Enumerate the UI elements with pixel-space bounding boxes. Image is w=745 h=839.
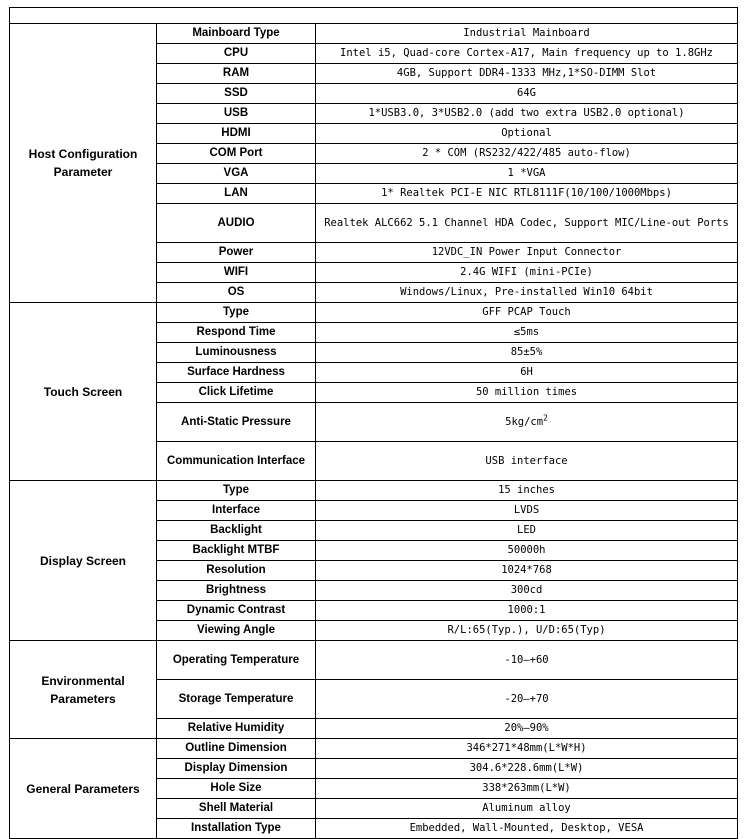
spec-label: LAN (157, 184, 316, 204)
spec-label: Backlight (157, 521, 316, 541)
spec-label: Type (157, 303, 316, 323)
spec-value (316, 383, 738, 403)
spec-value (316, 641, 738, 680)
spec-label: AUDIO (157, 204, 316, 243)
spec-value-text: ≤5ms (513, 326, 540, 338)
table-row (10, 481, 738, 501)
spec-value (316, 144, 738, 164)
spec-value-text: 1*USB3.0, 3*USB2.0 (add two extra USB2.0 optional) (368, 107, 685, 119)
spec-value (316, 184, 738, 204)
table-row (10, 24, 738, 44)
spec-value-text: 1 *VGA (507, 167, 546, 179)
table-row (10, 303, 738, 323)
spec-value (316, 739, 738, 759)
spec-label: CPU (157, 44, 316, 64)
spec-value (316, 759, 738, 779)
spec-label: Installation Type (157, 819, 316, 839)
table-row (10, 641, 738, 680)
spec-value-text: Windows/Linux, Pre-installed Win10 64bit (400, 286, 653, 298)
spec-label: VGA (157, 164, 316, 184)
spec-value (316, 442, 738, 481)
spec-value (316, 164, 738, 184)
spec-label: Mainboard Type (157, 24, 316, 44)
spec-value-text: 1024*768 (501, 564, 552, 576)
spec-value-text: 64G (517, 87, 536, 99)
spec-label: Power (157, 243, 316, 263)
spec-value-text: 85±5% (510, 346, 543, 358)
spec-value (316, 363, 738, 383)
spec-value-text: 5kg/cm (505, 415, 544, 428)
spec-value (316, 819, 738, 839)
spec-value-text: -10—+60 (504, 653, 549, 666)
spec-value-text: GFF PCAP Touch (482, 306, 571, 318)
spec-label: Outline Dimension (157, 739, 316, 759)
table-title (10, 8, 738, 24)
spec-label: Anti-Static Pressure (157, 403, 316, 442)
spec-value-text: Aluminum alloy (482, 802, 571, 814)
spec-value-text: Intel i5, Quad-core Cortex-A17, Main frequency up to 1.8GHz (340, 47, 713, 59)
spec-value-text: Industrial Mainboard (463, 27, 590, 39)
spec-value-text: 20%—90% (504, 722, 549, 734)
table-row (10, 739, 738, 759)
spec-value (316, 44, 738, 64)
spec-value (316, 799, 738, 819)
spec-label: OS (157, 283, 316, 303)
spec-value-text: 304.6*228.6mm(L*W) (469, 762, 584, 774)
spec-label: WIFI (157, 263, 316, 283)
spec-value-text: 300cd (510, 584, 543, 596)
spec-value (316, 343, 738, 363)
spec-label: Operating Temperature (157, 641, 316, 680)
spec-value (316, 581, 738, 601)
spec-value-text: 1000:1 (507, 604, 546, 616)
spec-label: Backlight MTBF (157, 541, 316, 561)
spec-value-text: 1* Realtek PCI-E NIC RTL8111F(10/100/1000Mbps) (381, 187, 672, 199)
spec-table-body (10, 8, 738, 839)
spec-value (316, 204, 738, 243)
spec-label: HDMI (157, 124, 316, 144)
section-name: Environmental Parameters (10, 641, 157, 739)
spec-label: Communication Interface (157, 442, 316, 481)
spec-value-text: Optional (501, 127, 552, 139)
spec-label: RAM (157, 64, 316, 84)
spec-value (316, 561, 738, 581)
spec-value-text: 2.4G WIFI (mini-PCIe) (460, 266, 593, 278)
section-name: Host Configuration Parameter (10, 24, 157, 303)
spec-value-text: 50 million times (475, 386, 578, 398)
spec-value (316, 601, 738, 621)
spec-value (316, 501, 738, 521)
spec-value-text: R/L:65(Typ.), U/D:65(Typ) (447, 624, 606, 636)
spec-value (316, 621, 738, 641)
spec-value (316, 481, 738, 501)
spec-label: Click Lifetime (157, 383, 316, 403)
spec-value-text: 338*263mm(L*W) (482, 782, 571, 794)
spec-label: SSD (157, 84, 316, 104)
spec-value-text: -20—+70 (504, 692, 549, 705)
spec-label: Shell Material (157, 799, 316, 819)
spec-value-superscript: 2 (543, 413, 548, 422)
section-name: General Parameters (10, 739, 157, 839)
spec-value (316, 243, 738, 263)
spec-value (316, 403, 738, 442)
spec-table (9, 7, 738, 839)
table-title-row (10, 8, 738, 24)
spec-value (316, 283, 738, 303)
spec-value (316, 521, 738, 541)
spec-label: Display Dimension (157, 759, 316, 779)
spec-value-text: 50000h (507, 544, 546, 556)
spec-label: Dynamic Contrast (157, 601, 316, 621)
spec-value (316, 263, 738, 283)
spec-label: COM Port (157, 144, 316, 164)
spec-value-text: LED (517, 524, 536, 536)
spec-label: Surface Hardness (157, 363, 316, 383)
spec-label: Resolution (157, 561, 316, 581)
spec-value-text: 346*271*48mm(L*W*H) (466, 742, 587, 754)
spec-value (316, 24, 738, 44)
spec-label: Luminousness (157, 343, 316, 363)
spec-value (316, 64, 738, 84)
spec-value (316, 680, 738, 719)
spec-value (316, 323, 738, 343)
spec-value-text: USB interface (485, 454, 568, 467)
spec-value-text: 12VDC_IN Power Input Connector (431, 246, 622, 258)
spec-value-text: 2 * COM (RS232/422/485 auto-flow) (422, 147, 631, 159)
spec-value (316, 779, 738, 799)
spec-value (316, 104, 738, 124)
spec-label: Relative Humidity (157, 719, 316, 739)
spec-label: Brightness (157, 581, 316, 601)
spec-label: Respond Time (157, 323, 316, 343)
spec-value-text: Realtek ALC662 5.1 Channel HDA Codec, Support MIC/Line-out Ports (324, 216, 729, 229)
spec-label: Storage Temperature (157, 680, 316, 719)
spec-value (316, 303, 738, 323)
spec-value (316, 84, 738, 104)
spec-value-text: 6H (520, 366, 533, 378)
spec-label: Interface (157, 501, 316, 521)
spec-label: Hole Size (157, 779, 316, 799)
spec-value (316, 124, 738, 144)
spec-label: USB (157, 104, 316, 124)
section-name: Touch Screen (10, 303, 157, 481)
spec-value-text: LVDS (513, 504, 540, 516)
spec-value-text: Embedded, Wall-Mounted, Desktop, VESA (409, 822, 644, 834)
spec-value-text: 4GB, Support DDR4-1333 MHz,1*SO-DIMM Slot (396, 67, 657, 79)
spec-value (316, 719, 738, 739)
spec-label: Type (157, 481, 316, 501)
spec-value (316, 541, 738, 561)
section-name: Display Screen (10, 481, 157, 641)
spec-label: Viewing Angle (157, 621, 316, 641)
spec-value-text: 15 inches (498, 484, 555, 496)
